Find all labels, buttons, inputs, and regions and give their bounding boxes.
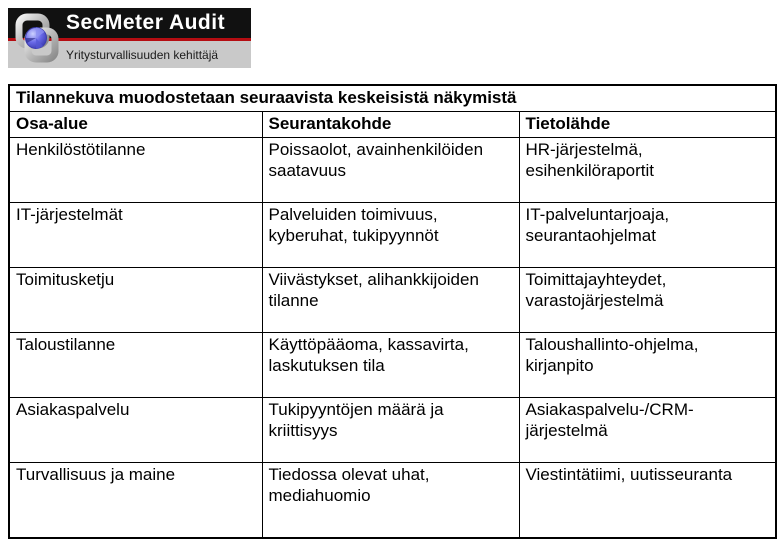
column-header-tietolahde: Tietolähde: [519, 111, 776, 137]
logo-title: SecMeter Audit: [66, 11, 226, 34]
cell-seurantakohde: Käyttöpääoma, kassavirta, laskutuksen tila: [262, 332, 519, 397]
table-row-henkilostotilanne: [9, 137, 776, 202]
cell-seurantakohde: Poissaolot, avainhenkilöiden saatavuus: [262, 137, 519, 202]
cell-seurantakohde: Tiedossa olevat uhat, mediahuomio: [262, 462, 519, 538]
secmeter-logo: [8, 8, 251, 68]
cell-tietolahde: Taloushallinto-ohjelma, kirjanpito: [519, 332, 776, 397]
column-header-seurantakohde: Seurantakohde: [262, 111, 519, 137]
table-row-it-jarjestelmat: [9, 202, 776, 267]
table-row-taloustilanne: [9, 332, 776, 397]
cell-seurantakohde: Palveluiden toimivuus, kyberuhat, tukipyynnöt: [262, 202, 519, 267]
cell-osa-alue: IT-järjestelmät: [9, 202, 262, 267]
table-row-asiakaspalvelu: [9, 397, 776, 462]
cell-osa-alue: Taloustilanne: [9, 332, 262, 397]
logo-tagline: Yritysturvallisuuden kehittäjä: [66, 47, 219, 62]
table-header-row: [9, 111, 776, 137]
cell-osa-alue: Henkilöstötilanne: [9, 137, 262, 202]
column-header-osa-alue: Osa-alue: [9, 111, 262, 137]
table-row-toimitusketju: [9, 267, 776, 332]
table-title-row: [9, 85, 776, 111]
cell-tietolahde: IT-palveluntarjoaja, seurantaohjelmat: [519, 202, 776, 267]
table-title: Tilannekuva muodostetaan seuraavista keskeisistä näkymistä: [9, 85, 776, 111]
table-row-turvallisuus-ja-maine: [9, 462, 776, 538]
cell-seurantakohde: Viivästykset, alihankkijoiden tilanne: [262, 267, 519, 332]
cell-tietolahde: Asiakaspalvelu-/CRM-järjestelmä: [519, 397, 776, 462]
cell-tietolahde: Viestintätiimi, uutisseuranta: [519, 462, 776, 538]
cell-osa-alue: Asiakaspalvelu: [9, 397, 262, 462]
cell-osa-alue: Turvallisuus ja maine: [9, 462, 262, 538]
cell-osa-alue: Toimitusketju: [9, 267, 262, 332]
cell-tietolahde: Toimittajayhteydet, varastojärjestelmä: [519, 267, 776, 332]
situation-table: [8, 84, 777, 539]
cell-tietolahde: HR-järjestelmä, esihenkilöraportit: [519, 137, 776, 202]
secmeter-logo-icon: [13, 12, 61, 64]
cell-seurantakohde: Tukipyyntöjen määrä ja kriittisyys: [262, 397, 519, 462]
